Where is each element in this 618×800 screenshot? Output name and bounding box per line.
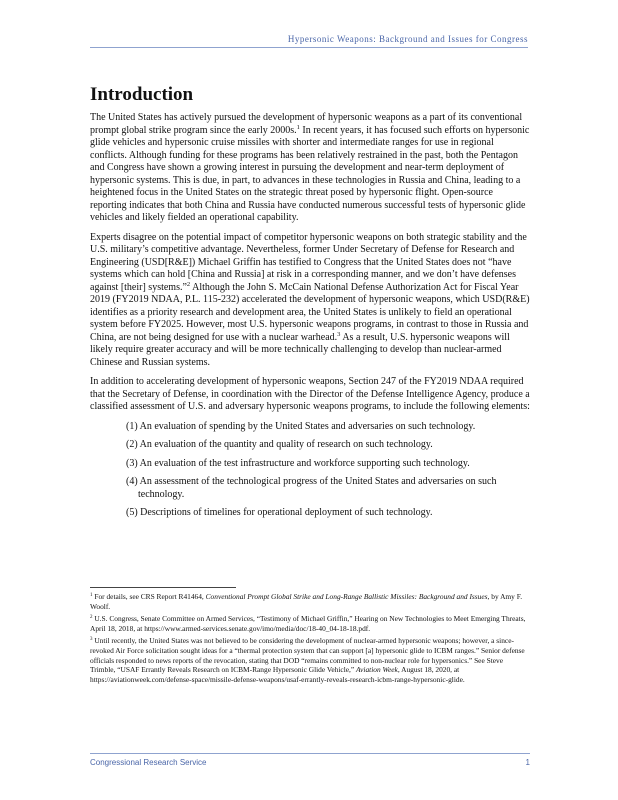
footnotes: [90, 592, 530, 687]
list-item: (4) An assessment of the technological progress of the United States and adversaries on such technology.: [126, 476, 497, 500]
footnote-text: Until recently, the United States was not believed to be considering the development of nuclear-armed hypersonic weapons; however, a since-revoked Air Force solicitation sought ideas for a “thermal protection system that can support [a] hypersonic glide to ICBM ranges.” Senior defense officials responded to news reports of the revocation, stating that DOD “remains committed to non-nuclear role for hypersonics.” See Steve Trimble, “USAF Errantly Reveals Research on ICBM-Range Hypersonic Glide Vehicle,”: [90, 636, 525, 675]
footnote-ref-1[interactable]: 1: [296, 123, 300, 131]
paragraph-2-text-a: Experts disagree on the potential impact of competitor hypersonic weapons on both strategic stability and the U.S. military’s competitive advantage. Nevertheless, former Under Secretary of Defense for Research and Engineering (USD[R&E]) Michael Griffin has testified to Congress that the United States does not “have systems which can hold [China and Russia] at risk in a corresponding manner, and we don’t have defenses against [their] systems.”: [90, 231, 527, 293]
footnote-1: [90, 592, 530, 611]
footnote-number: 2: [90, 615, 93, 621]
paragraph-2-text-b: Although the John S. McCain National Defense Authorization Act for Fiscal Year 2019 (FY2019 NDAA, P.L. 115-232) accelerated the development of hypersonic weapons, which USD(R&E) identifies as a priority research and development area, the United States is unlikely to field an operational system before FY2025. However, most U.S. hypersonic weapons programs, in contrast to those in Russia and China, are not being designed for use with a nuclear warhead.: [90, 281, 530, 343]
header-divider: [90, 47, 528, 48]
list-item: (5) Descriptions of timelines for operational deployment of such technology.: [126, 507, 433, 518]
paragraph-1-text-b: In recent years, it has focused such efforts on hypersonic glide vehicles and hypersonic cruise missiles with shorter and intermediate ranges for use in regional conflicts. Although funding for these programs has been relatively restrained in the past, both the Pentagon and Congress have shown a growing interest in pursuing the development and near-term deployment of hypersonic systems. This is due, in part, to advances in these technologies in Russia and China, leading to a heightened focus in the United States on the strategic threat posed by hypersonic flight. Open-source reporting indicates that both China and Russia have conducted numerous successful tests of hypersonic glide vehicles and likely fielded an operational capability.: [90, 124, 530, 223]
footnote-text: , by Amy F. Woolf.: [90, 592, 523, 611]
footnote-journal: Aviation Week: [356, 665, 398, 675]
footnote-ref-2[interactable]: 2: [186, 280, 191, 288]
footer-source: Congressional Research Service: [90, 758, 207, 767]
footnote-ref-3[interactable]: 3: [337, 330, 341, 338]
list-item: (3) An evaluation of the test infrastructure and workforce supporting such technology.: [126, 457, 470, 469]
page-number: 1: [525, 758, 530, 767]
footnote-divider: [90, 587, 236, 588]
footer-divider: [90, 753, 530, 754]
footnote-report-title: Conventional Prompt Global Strike and Long-Range Ballistic Missiles: Background and Issues: [205, 592, 488, 601]
section-title: Introduction: [90, 84, 194, 105]
list-item: (2) An evaluation of the quantity and quality of research on such technology.: [126, 439, 433, 450]
paragraph-1: [90, 112, 530, 225]
footnote-3: [90, 636, 530, 684]
footnote-number: 1: [90, 593, 93, 598]
body-text: [90, 112, 530, 526]
running-header: Hypersonic Weapons: Background and Issues for Congress: [287, 34, 528, 44]
paragraph-2: [90, 232, 530, 370]
footnote-number: 3: [90, 637, 93, 643]
list-item: (1) An evaluation of spending by the United States and adversaries on such technology.: [126, 420, 476, 432]
footnote-text: For details, see CRS Report R41464,: [92, 592, 206, 601]
footnote-text: , August 18, 2020, at https://aviationweek.com/defense-space/missile-defense-weapons/usaf-errantly-reveals-research-icbm-range-hypersonic-glide.: [90, 665, 465, 684]
paragraph-1-text-a: The United States has actively pursued the development of hypersonic weapons as a part of its conventional prompt global strike program since the early 2000s.: [90, 112, 523, 136]
required-elements-list: [126, 421, 530, 520]
paragraph-2-text-c: As a result, U.S. hypersonic weapons will likely require greater accuracy and will be more technically challenging to develop than nuclear-armed Chinese and Russian systems.: [90, 331, 510, 368]
footnote-2: [90, 614, 530, 633]
paragraph-3: In addition to accelerating development of hypersonic weapons, Section 247 of the FY2019 NDAA required that the Secretary of Defense, in coordination with the Director of the Defense Intelligence Agency, produce a classified assessment of U.S. and adversary hypersonic weapons programs, to include the following elements:: [90, 376, 530, 412]
footnote-text: U.S. Congress, Senate Committee on Armed Services, “Testimony of Michael Griffin,” Hearing on New Technologies to Meet Emerging Threats, April 18, 2018, at https://www.armed-services.senate.gov/imo/media/doc/18-40_04-18-18.pdf.: [90, 614, 526, 633]
